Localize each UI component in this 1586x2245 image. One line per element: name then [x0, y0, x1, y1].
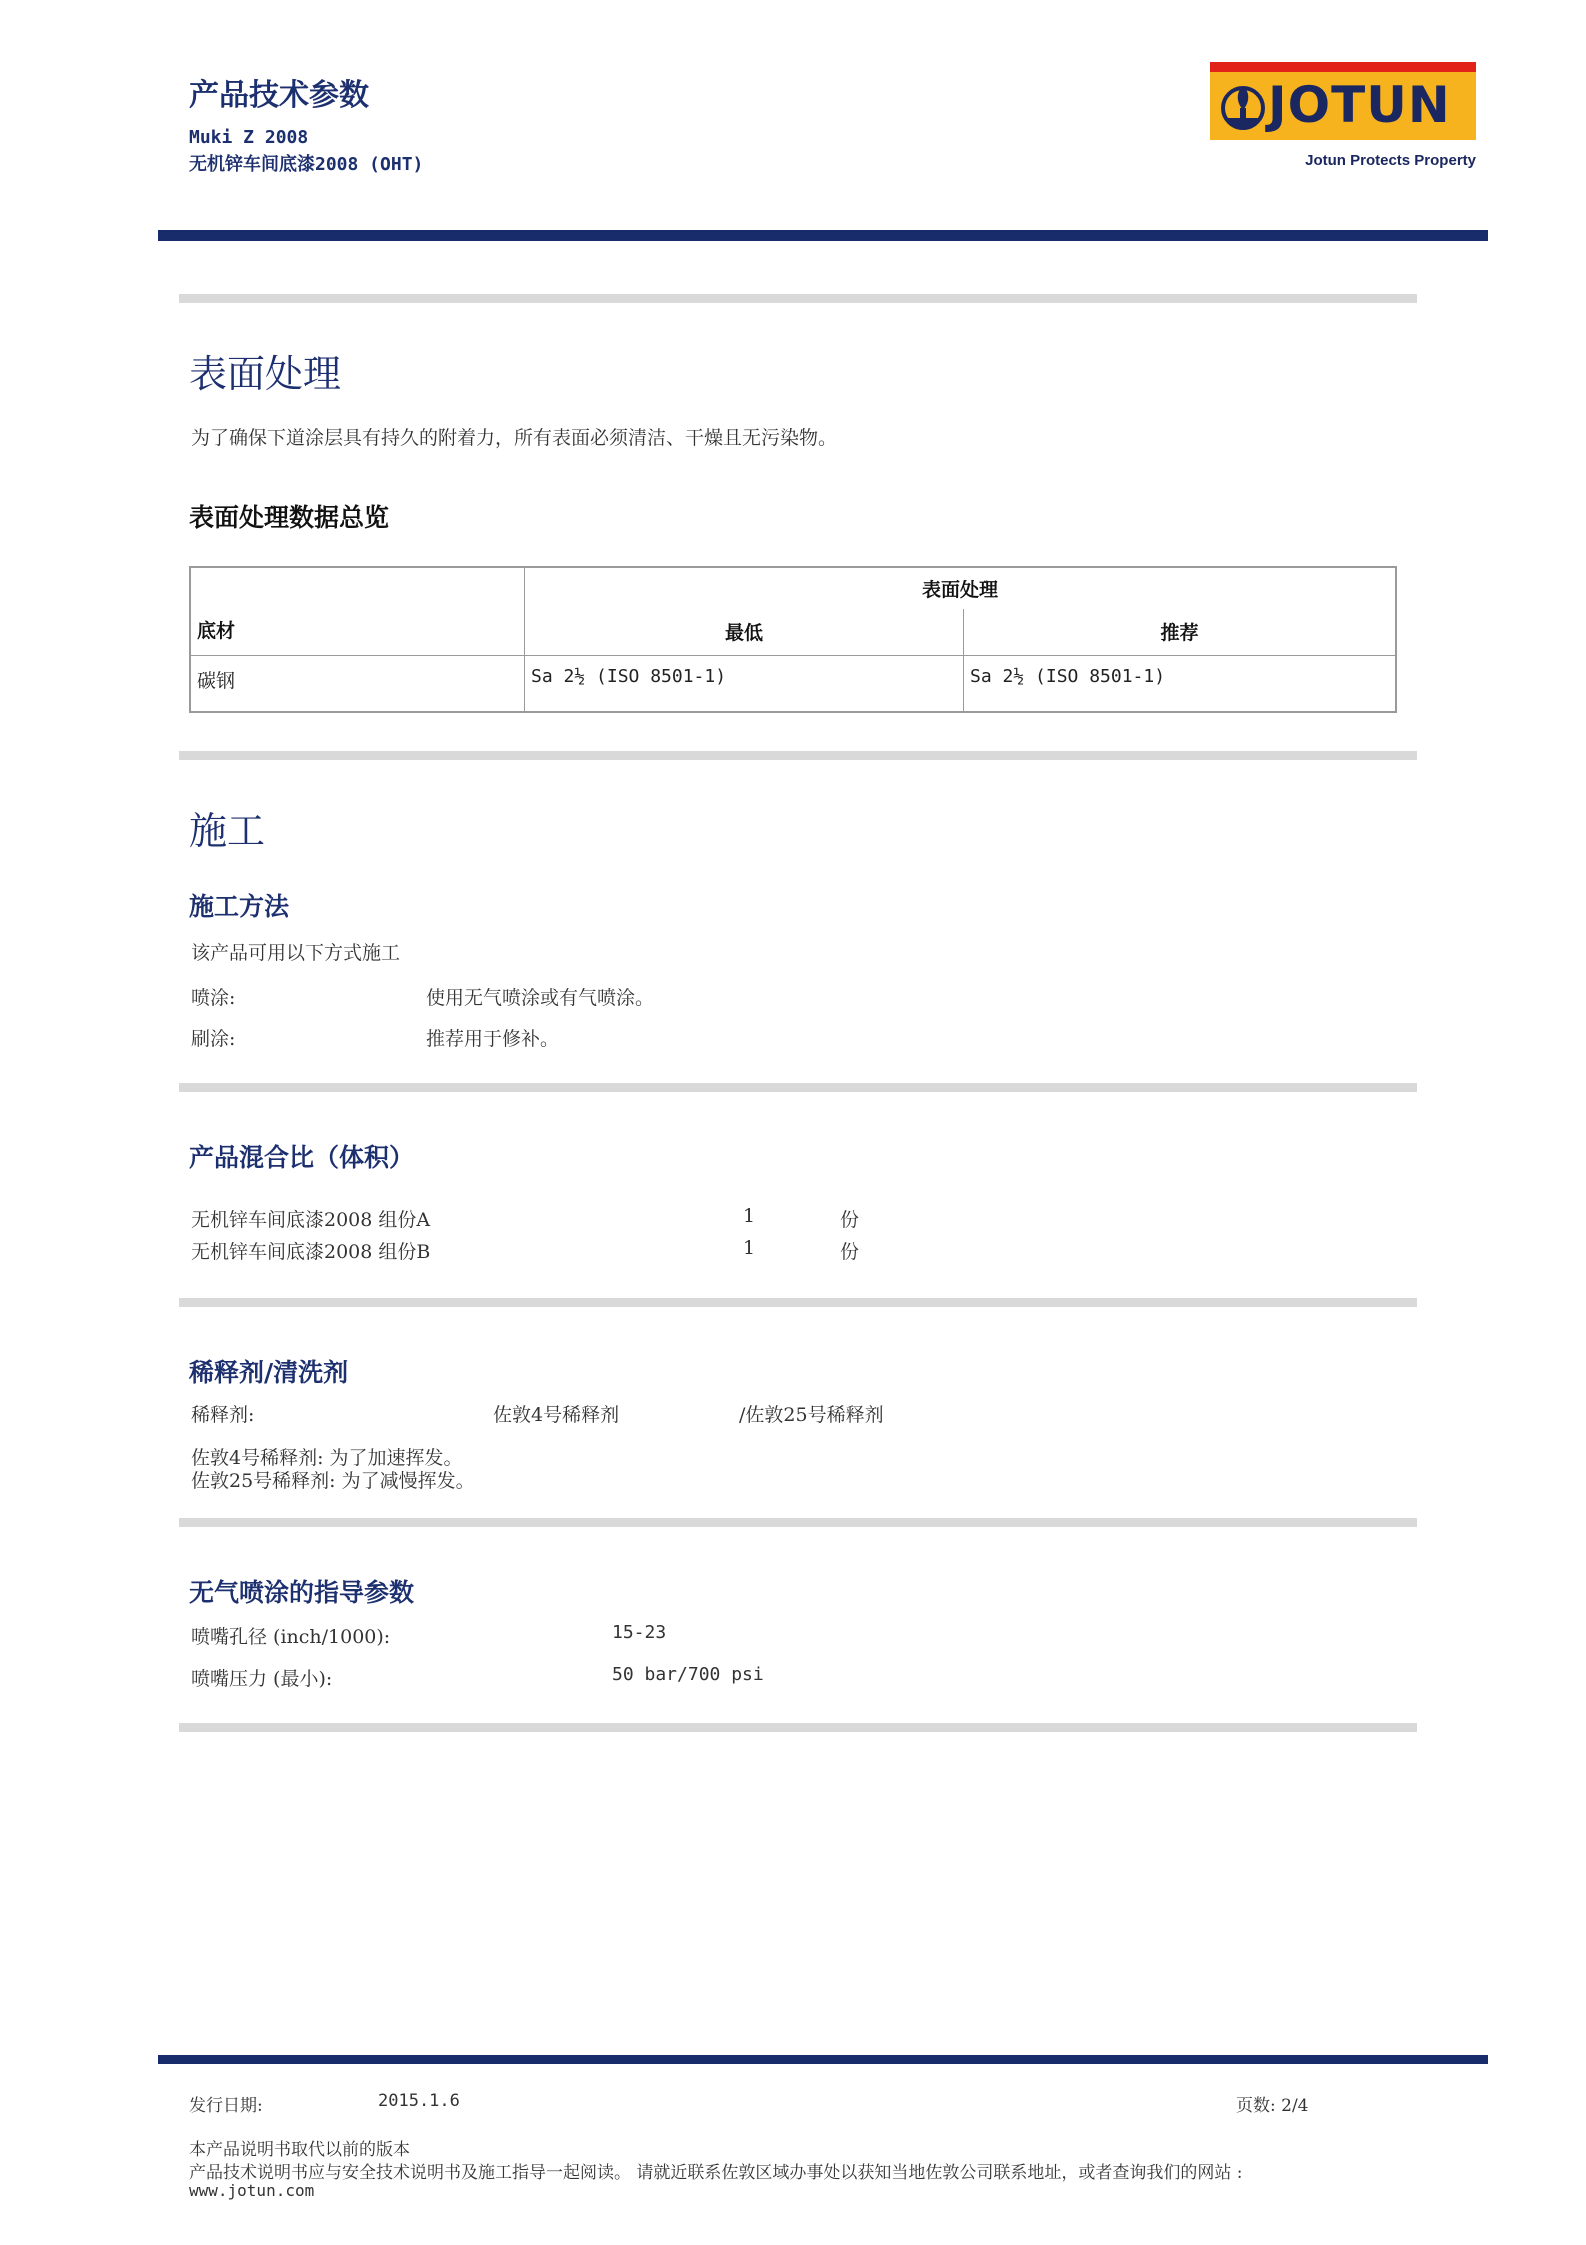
footer-divider: [158, 2055, 1488, 2064]
issue-date-label: 发行日期:: [189, 2096, 263, 2116]
methods-heading: 施工方法: [189, 892, 290, 921]
method-value: 推荐用于修补。: [426, 1028, 560, 1050]
col-recommended-header: 推荐: [1160, 622, 1199, 645]
logo-tagline: Jotun Protects Property: [1305, 152, 1476, 169]
section-divider: [179, 294, 1417, 303]
mix-component: 无机锌车间底漆2008 组份B: [191, 1241, 431, 1263]
surface-intro: 为了确保下道涂层具有持久的附着力，所有表面必须清洁、干燥且无污染物。: [191, 427, 838, 449]
mix-qty: 1: [743, 1237, 756, 1259]
col-substrate-header: 底材: [190, 567, 525, 655]
footer-note: 产品技术说明书应与安全技术说明书及施工指导一起阅读。 请就近联系佐敦区域办事处以获知当地佐敦公司联系地址，或者查询我们的网站 :: [189, 2163, 1243, 2183]
airless-heading: 无气喷涂的指导参数: [189, 1578, 415, 1607]
surface-heading: 表面处理: [189, 352, 342, 396]
airless-param-value: 15-23: [612, 1622, 667, 1643]
product-subtitle: 无机锌车间底漆2008 (OHT): [189, 154, 424, 175]
website-link[interactable]: www.jotun.com: [189, 2181, 315, 2200]
document-title: 产品技术参数: [189, 78, 369, 113]
thinner-note: 佐敦4号稀释剂: 为了加速挥发。: [191, 1447, 463, 1469]
logo-wordmark: JOTUN: [1268, 76, 1451, 134]
cell-min: Sa 2½ (ISO 8501-1): [525, 655, 964, 712]
airless-param-label: 喷嘴孔径 (inch/1000):: [191, 1626, 391, 1648]
table-row: [190, 655, 1396, 712]
methods-intro: 该产品可用以下方式施工: [191, 942, 401, 964]
issue-date: 2015.1.6: [378, 2091, 460, 2111]
method-value: 使用无气喷涂或有气喷涂。: [426, 987, 655, 1009]
product-name: Muki Z 2008: [189, 127, 309, 148]
mix-heading: 产品混合比（体积）: [189, 1143, 415, 1172]
thinner-alternative: /佐敦25号稀释剂: [739, 1404, 884, 1426]
airless-param-label: 喷嘴压力 (最小):: [191, 1668, 333, 1690]
jotun-logo: [1210, 62, 1476, 174]
surface-table: [189, 566, 1397, 713]
section-divider: [179, 1723, 1417, 1732]
col-min-header: 最低: [525, 609, 964, 655]
section-divider: [179, 1518, 1417, 1527]
mix-unit: 份: [840, 1241, 860, 1263]
airless-param-value: 50 bar/700 psi: [612, 1664, 764, 1685]
section-divider: [179, 1298, 1417, 1307]
thinner-heading: 稀释剂/清洗剂: [189, 1358, 349, 1387]
mix-unit: 份: [840, 1209, 860, 1231]
footer-note: 本产品说明书取代以前的版本: [189, 2140, 410, 2160]
thinner-primary: 佐敦4号稀释剂: [493, 1404, 620, 1426]
surface-summary-heading: 表面处理数据总览: [189, 503, 390, 532]
cell-recommended: Sa 2½ (ISO 8501-1): [970, 665, 1166, 687]
cell-substrate: 碳钢: [190, 655, 525, 712]
col-group-header: 表面处理: [921, 579, 998, 601]
section-divider: [179, 751, 1417, 760]
method-label: 喷涂:: [191, 987, 236, 1009]
mix-component: 无机锌车间底漆2008 组份A: [191, 1209, 431, 1231]
page-number: 页数: 2/4: [1236, 2096, 1309, 2116]
method-label: 刷涂:: [191, 1028, 236, 1050]
thinner-note: 佐敦25号稀释剂: 为了减慢挥发。: [191, 1470, 475, 1492]
mix-qty: 1: [743, 1205, 756, 1227]
thinner-label: 稀释剂:: [191, 1404, 255, 1426]
header-divider: [158, 230, 1488, 241]
section-divider: [179, 1083, 1417, 1092]
application-heading: 施工: [189, 809, 266, 853]
jotun-emblem-icon: [1220, 80, 1266, 134]
